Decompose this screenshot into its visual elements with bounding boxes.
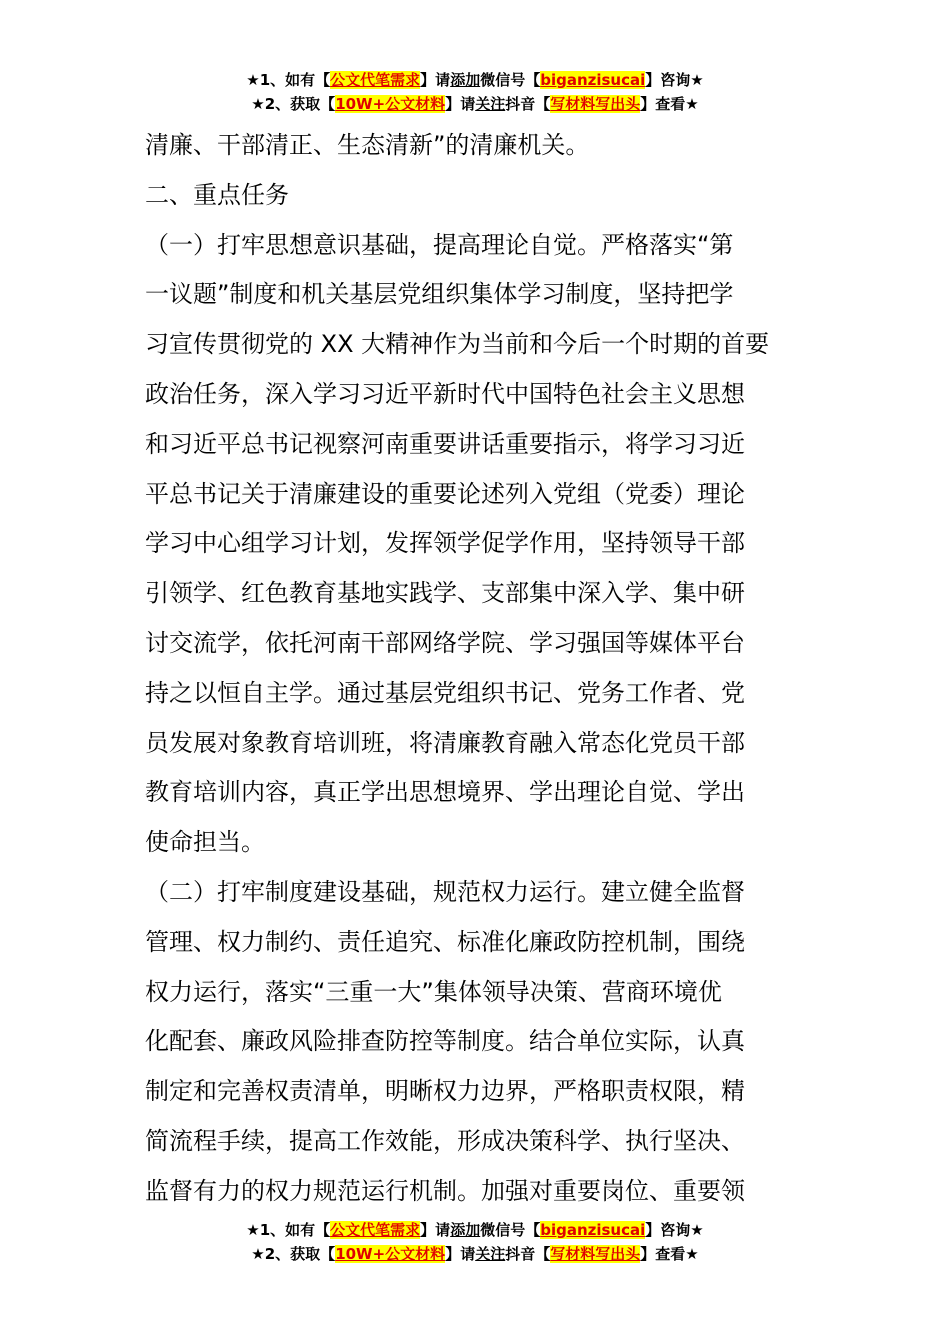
text-line: 政治任务，深入学习习近平新时代中国特色社会主义思想 [145,379,745,408]
text-line: （二）打牢制度建设基础，规范权力运行。建立健全监督 [145,877,745,906]
header-banner [0,68,950,116]
banner-highlight: biganzisucai [540,1221,646,1239]
banner-line-2 [0,92,950,116]
banner-text: ★2、获取【 [251,1245,336,1263]
banner-text: 】查看★ [640,1245,699,1263]
banner-text: 微信号【 [480,71,541,89]
text-line: 和习近平总书记视察河南重要讲话重要指示，将学习习近 [145,429,745,458]
banner-text: 】请 [445,95,476,113]
text-line: 简流程手续，提高工作效能，形成决策科学、执行坚决、 [145,1126,745,1155]
text-line: 使命担当。 [145,828,265,857]
banner-text: ★1、如有【 [246,71,331,89]
text-line: 引领学、红色教育基地实践学、支部集中深入学、集中研 [145,579,745,608]
banner-text: 】查看★ [640,95,699,113]
text-line: 化配套、廉政风险排查防控等制度。结合单位实际，认真 [145,1027,745,1056]
document-body [145,126,825,1222]
text-line: 二、重点任务 [145,180,289,209]
banner-text: 】咨询★ [645,71,704,89]
banner-highlight: biganzisucai [540,71,646,89]
text-line: 持之以恒自主学。通过基层党组织书记、党务工作者、党 [145,678,745,707]
text-line: 学习中心组学习计划，发挥领学促学作用，坚持领导干部 [145,529,745,558]
banner-text: 】请 [445,1245,476,1263]
banner-text: 抖音【 [505,1245,551,1263]
banner-line-1 [0,68,950,92]
text-line: （一）打牢思想意识基础，提高理论自觉。严格落实“第 [145,230,734,259]
banner-text: 抖音【 [505,95,551,113]
text-line: 员发展对象教育培训班，将清廉教育融入常态化党员干部 [145,728,745,757]
text-line: 清廉、干部清正、生态清新”的清廉机关。 [145,131,590,159]
banner-underline: 关注 [475,1245,506,1263]
banner-text: ★1、如有【 [246,1221,331,1239]
banner-highlight: 公文代笔需求 [330,1221,421,1239]
footer-banner [0,1218,950,1266]
text-line: 权力运行，落实“三重一大”集体领导决策、营商环境优 [145,977,722,1006]
banner-line-2 [0,1242,950,1266]
banner-text: 】咨询★ [645,1221,704,1239]
banner-underline: 关注 [475,95,506,113]
text-line: 监督有力的权力规范运行机制。加强对重要岗位、重要领 [145,1176,745,1205]
banner-highlight: 写材料写出头 [550,1245,641,1263]
banner-highlight: 公文代笔需求 [330,71,421,89]
banner-line-1 [0,1218,950,1242]
banner-highlight: 10W+公文材料 [335,95,446,113]
banner-text: 】请 [420,71,451,89]
text-line: 教育培训内容，真正学出思想境界、学出理论自觉、学出 [145,778,745,807]
banner-underline: 添加 [450,71,481,89]
banner-text: ★2、获取【 [251,95,336,113]
banner-text: 微信号【 [480,1221,541,1239]
banner-highlight: 写材料写出头 [550,95,641,113]
text-line: 习宣传贯彻党的 XX 大精神作为当前和今后一个时期的首要 [145,330,770,359]
banner-highlight: 10W+公文材料 [335,1245,446,1263]
text-line: 一议题”制度和机关基层党组织集体学习制度，坚持把学 [145,280,734,309]
banner-underline: 添加 [450,1221,481,1239]
text-line: 讨交流学，依托河南干部网络学院、学习强国等媒体平台 [145,628,745,657]
text-line: 制定和完善权责清单，明晰权力边界，严格职责权限，精 [145,1077,745,1106]
text-line: 管理、权力制约、责任追究、标准化廉政防控机制，围绕 [145,927,745,956]
banner-text: 】请 [420,1221,451,1239]
text-line: 平总书记关于清廉建设的重要论述列入党组（党委）理论 [145,479,745,508]
